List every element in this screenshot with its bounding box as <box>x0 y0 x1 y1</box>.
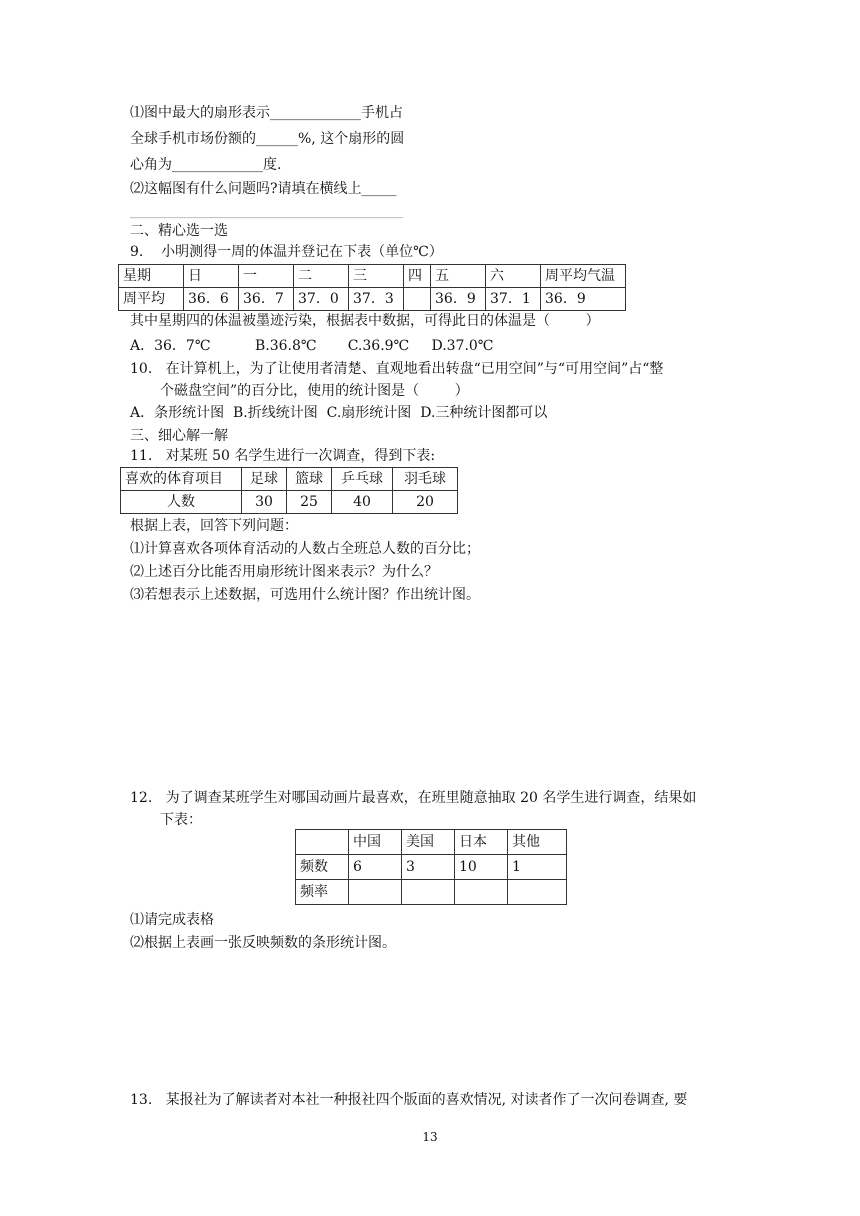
table-cell <box>455 880 508 905</box>
question-11-part1: ⑴计算喜欢各项体育活动的人数占全班总人数的百分比； <box>130 541 480 557</box>
question-9-options: A．36．7℃ B.36.8℃ C.36.9℃ D.37.0℃ <box>130 338 494 354</box>
table-cell: 25 <box>287 491 332 514</box>
table-cell: 36．7 <box>239 288 294 311</box>
question-9-text: 其中星期四的体温被墨迹污染，根据表中数据，可得此日的体温是（ ） <box>130 313 600 329</box>
table-row <box>119 265 626 288</box>
table-cell: 36．9 <box>541 288 626 311</box>
table-cell: 美国 <box>402 830 455 855</box>
question-11-part3: ⑶若想表示上述数据，可选用什么统计图？作出统计图。 <box>130 587 480 603</box>
question-11: 11. 对某班 50 名学生进行一次调查，得到下表: <box>130 448 436 464</box>
question-11-part2: ⑵上述百分比能否用扇形统计图来表示？为什么？ <box>130 564 438 580</box>
table-cell: 36．6 <box>184 288 239 311</box>
page-number: 13 <box>422 1130 438 1144</box>
question-12-part1: ⑴请完成表格 <box>130 912 214 928</box>
table-cell: 人数 <box>121 491 242 514</box>
q8-part1-line-c: 心角为_____________度. <box>130 157 282 173</box>
table-cell: 40 <box>332 491 393 514</box>
table-cell: 日 <box>184 265 239 288</box>
table-cell: 20 <box>393 491 458 514</box>
q8-part2-line-a: ⑵这幅图有什么问题吗?请填在横线上_____ <box>130 181 397 197</box>
question-10-line-b: 个磁盘空间”的百分比，使用的统计图是（ ） <box>160 383 469 399</box>
question-10-line-a: 10. 在计算机上，为了让使用者清楚、直观地看出转盘“已用空间”与“可用空间”占“整 <box>130 361 664 377</box>
table-row <box>121 468 458 491</box>
table-cell: 羽毛球 <box>393 468 458 491</box>
table-cell: 六 <box>486 265 541 288</box>
table-cell: 1 <box>508 855 567 880</box>
table-cell: 37．1 <box>486 288 541 311</box>
table-cell: 周平均 <box>119 288 184 311</box>
table-cell <box>349 880 402 905</box>
table-cell: 二 <box>294 265 349 288</box>
table-cell: 30 <box>242 491 287 514</box>
table-cell: 36．9 <box>431 288 486 311</box>
table-cell: 篮球 <box>287 468 332 491</box>
table-row <box>296 880 567 905</box>
section-2-heading: 二、精心选一选 <box>130 223 228 239</box>
table-cell <box>296 830 349 855</box>
table-cell: 频率 <box>296 880 349 905</box>
sports-table <box>120 467 458 514</box>
table-cell: 其他 <box>508 830 567 855</box>
table-cell: 日本 <box>455 830 508 855</box>
table-cell: 四 <box>404 265 431 288</box>
table-row <box>121 491 458 514</box>
table-cell: 中国 <box>349 830 402 855</box>
q8-part1-line-b: 全球手机市场份额的______%, 这个扇形的圆 <box>130 131 405 147</box>
question-12-line-a: 12. 为了调查某班学生对哪国动画片最喜欢，在班里随意抽取 20 名学生进行调查，结果如 <box>130 790 697 806</box>
table-cell: 3 <box>402 855 455 880</box>
table-cell: 一 <box>239 265 294 288</box>
table-row <box>119 288 626 311</box>
table-cell: 三 <box>349 265 404 288</box>
table-cell: 喜欢的体育项目 <box>121 468 242 491</box>
table-row <box>296 830 567 855</box>
table-cell: 频数 <box>296 855 349 880</box>
cartoon-table <box>295 829 567 905</box>
table-cell: 37．3 <box>349 288 404 311</box>
question-10-options: A．条形统计图 B.折线统计图 C.扇形统计图 D.三种统计图都可以 <box>130 405 548 421</box>
question-11-prompt: 根据上表，回答下列问题： <box>130 518 298 534</box>
table-cell: 五 <box>431 265 486 288</box>
temperature-table <box>118 264 626 311</box>
table-row <box>296 855 567 880</box>
question-9: 9. 小明测得一周的体温并登记在下表（单位℃） <box>130 244 443 260</box>
table-cell: 周平均气温 <box>541 265 626 288</box>
table-cell <box>508 880 567 905</box>
q8-part1-line-a: ⑴图中最大的扇形表示_____________手机占 <box>130 105 403 121</box>
table-cell <box>402 880 455 905</box>
table-cell: 6 <box>349 855 402 880</box>
question-13: 13. 某报社为了解读者对本社一种报社四个版面的喜欢情况, 对读者作了一次问卷调查, 要 <box>130 1092 688 1108</box>
table-cell: 星期 <box>119 265 184 288</box>
section-3-heading: 三、细心解一解 <box>130 428 228 444</box>
q8-answer-blank: _______________________________________ <box>130 203 403 219</box>
question-12-part2: ⑵根据上表画一张反映频数的条形统计图。 <box>130 935 396 951</box>
table-cell: 37．0 <box>294 288 349 311</box>
table-cell: 乒乓球 <box>332 468 393 491</box>
table-cell: 足球 <box>242 468 287 491</box>
question-12-line-b: 下表： <box>160 812 202 828</box>
table-cell-stained <box>404 288 431 311</box>
table-cell: 10 <box>455 855 508 880</box>
